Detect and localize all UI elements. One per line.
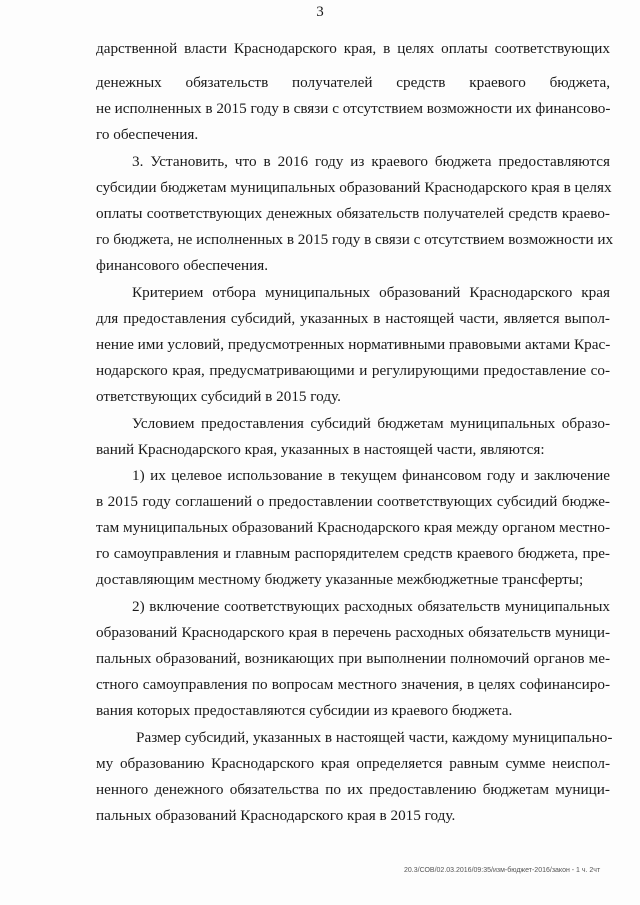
text-line: в 2015 году соглашений о предоставлении соответствующих субсидий бюдже- [96,493,610,510]
text-line: доставляющим местному бюджету указанные межбюджетные трансферты; [96,571,584,588]
text-line: 1) их целевое использование в текущем финансовом году и заключение [132,467,610,484]
text-line: образований Краснодарского края в перечень расходных обязательств муници- [96,624,610,641]
text-line: ненного денежного обязательства по их предоставлению бюджетам муници- [96,781,610,798]
text-line: нодарского края, предусматривающими и регулирующими предоставление со- [96,362,610,379]
text-line: пальных образований, возникающих при выполнении полномочий органов ме- [96,650,610,667]
text-line: оплаты соответствующих денежных обязательств получателей средств краево- [96,205,610,222]
text-line: 3. Установить, что в 2016 году из краевого бюджета предоставляются [132,153,610,170]
text-line: 2) включение соответствующих расходных обязательств муниципальных [132,598,610,615]
text-line: дарственной власти Краснодарского края, в целях оплаты соответствующих [96,40,610,57]
text-line: го бюджета, не исполненных в 2015 году в связи с отсутствием возможности их [96,231,614,248]
text-line: ваний Краснодарского края, указанных в настоящей части, являются: [96,441,545,458]
text-line: го самоуправления и главным распорядителем средств краевого бюджета, пре- [96,545,610,562]
text-line: Условием предоставления субсидий бюджетам муниципальных образо- [132,415,610,432]
footer-file-stamp: 20.3/СОВ/02.03.2016/09:35/изм-бюджет-2016/закон - 1 ч. 2чт [404,867,601,874]
text-line: финансового обеспечения. [96,257,269,274]
text-line: пальных образований Краснодарского края в 2015 году. [96,807,456,824]
text-line: ответствующих субсидий в 2015 году. [96,388,341,405]
text-line: го обеспечения. [96,126,199,143]
text-line: му образованию Краснодарского края определяется равным сумме неиспол- [96,755,610,772]
text-line: не исполненных в 2015 году в связи с отсутствием возможности их финансово- [96,100,611,117]
text-line: денежных обязательств получателей средств краевого бюджета, [96,74,610,91]
page-number: 3 [316,4,324,20]
text-line: Размер субсидий, указанных в настоящей части, каждому муниципально- [136,729,613,746]
text-line: нение ими условий, предусмотренных нормативными правовыми актами Крас- [96,336,611,353]
text-line: Критерием отбора муниципальных образований Краснодарского края [132,284,610,301]
text-line: для предоставления субсидий, указанных в настоящей части, является выпол- [96,310,610,327]
text-line: стного самоуправления по вопросам местного значения, в целях софинансиро- [96,676,610,693]
text-line: вания которых предоставляются субсидии из краевого бюджета. [96,702,513,719]
text-line: там муниципальных образований Краснодарского края между органом местно- [96,519,611,536]
text-line: субсидии бюджетам муниципальных образований Краснодарского края в целях [96,179,612,196]
